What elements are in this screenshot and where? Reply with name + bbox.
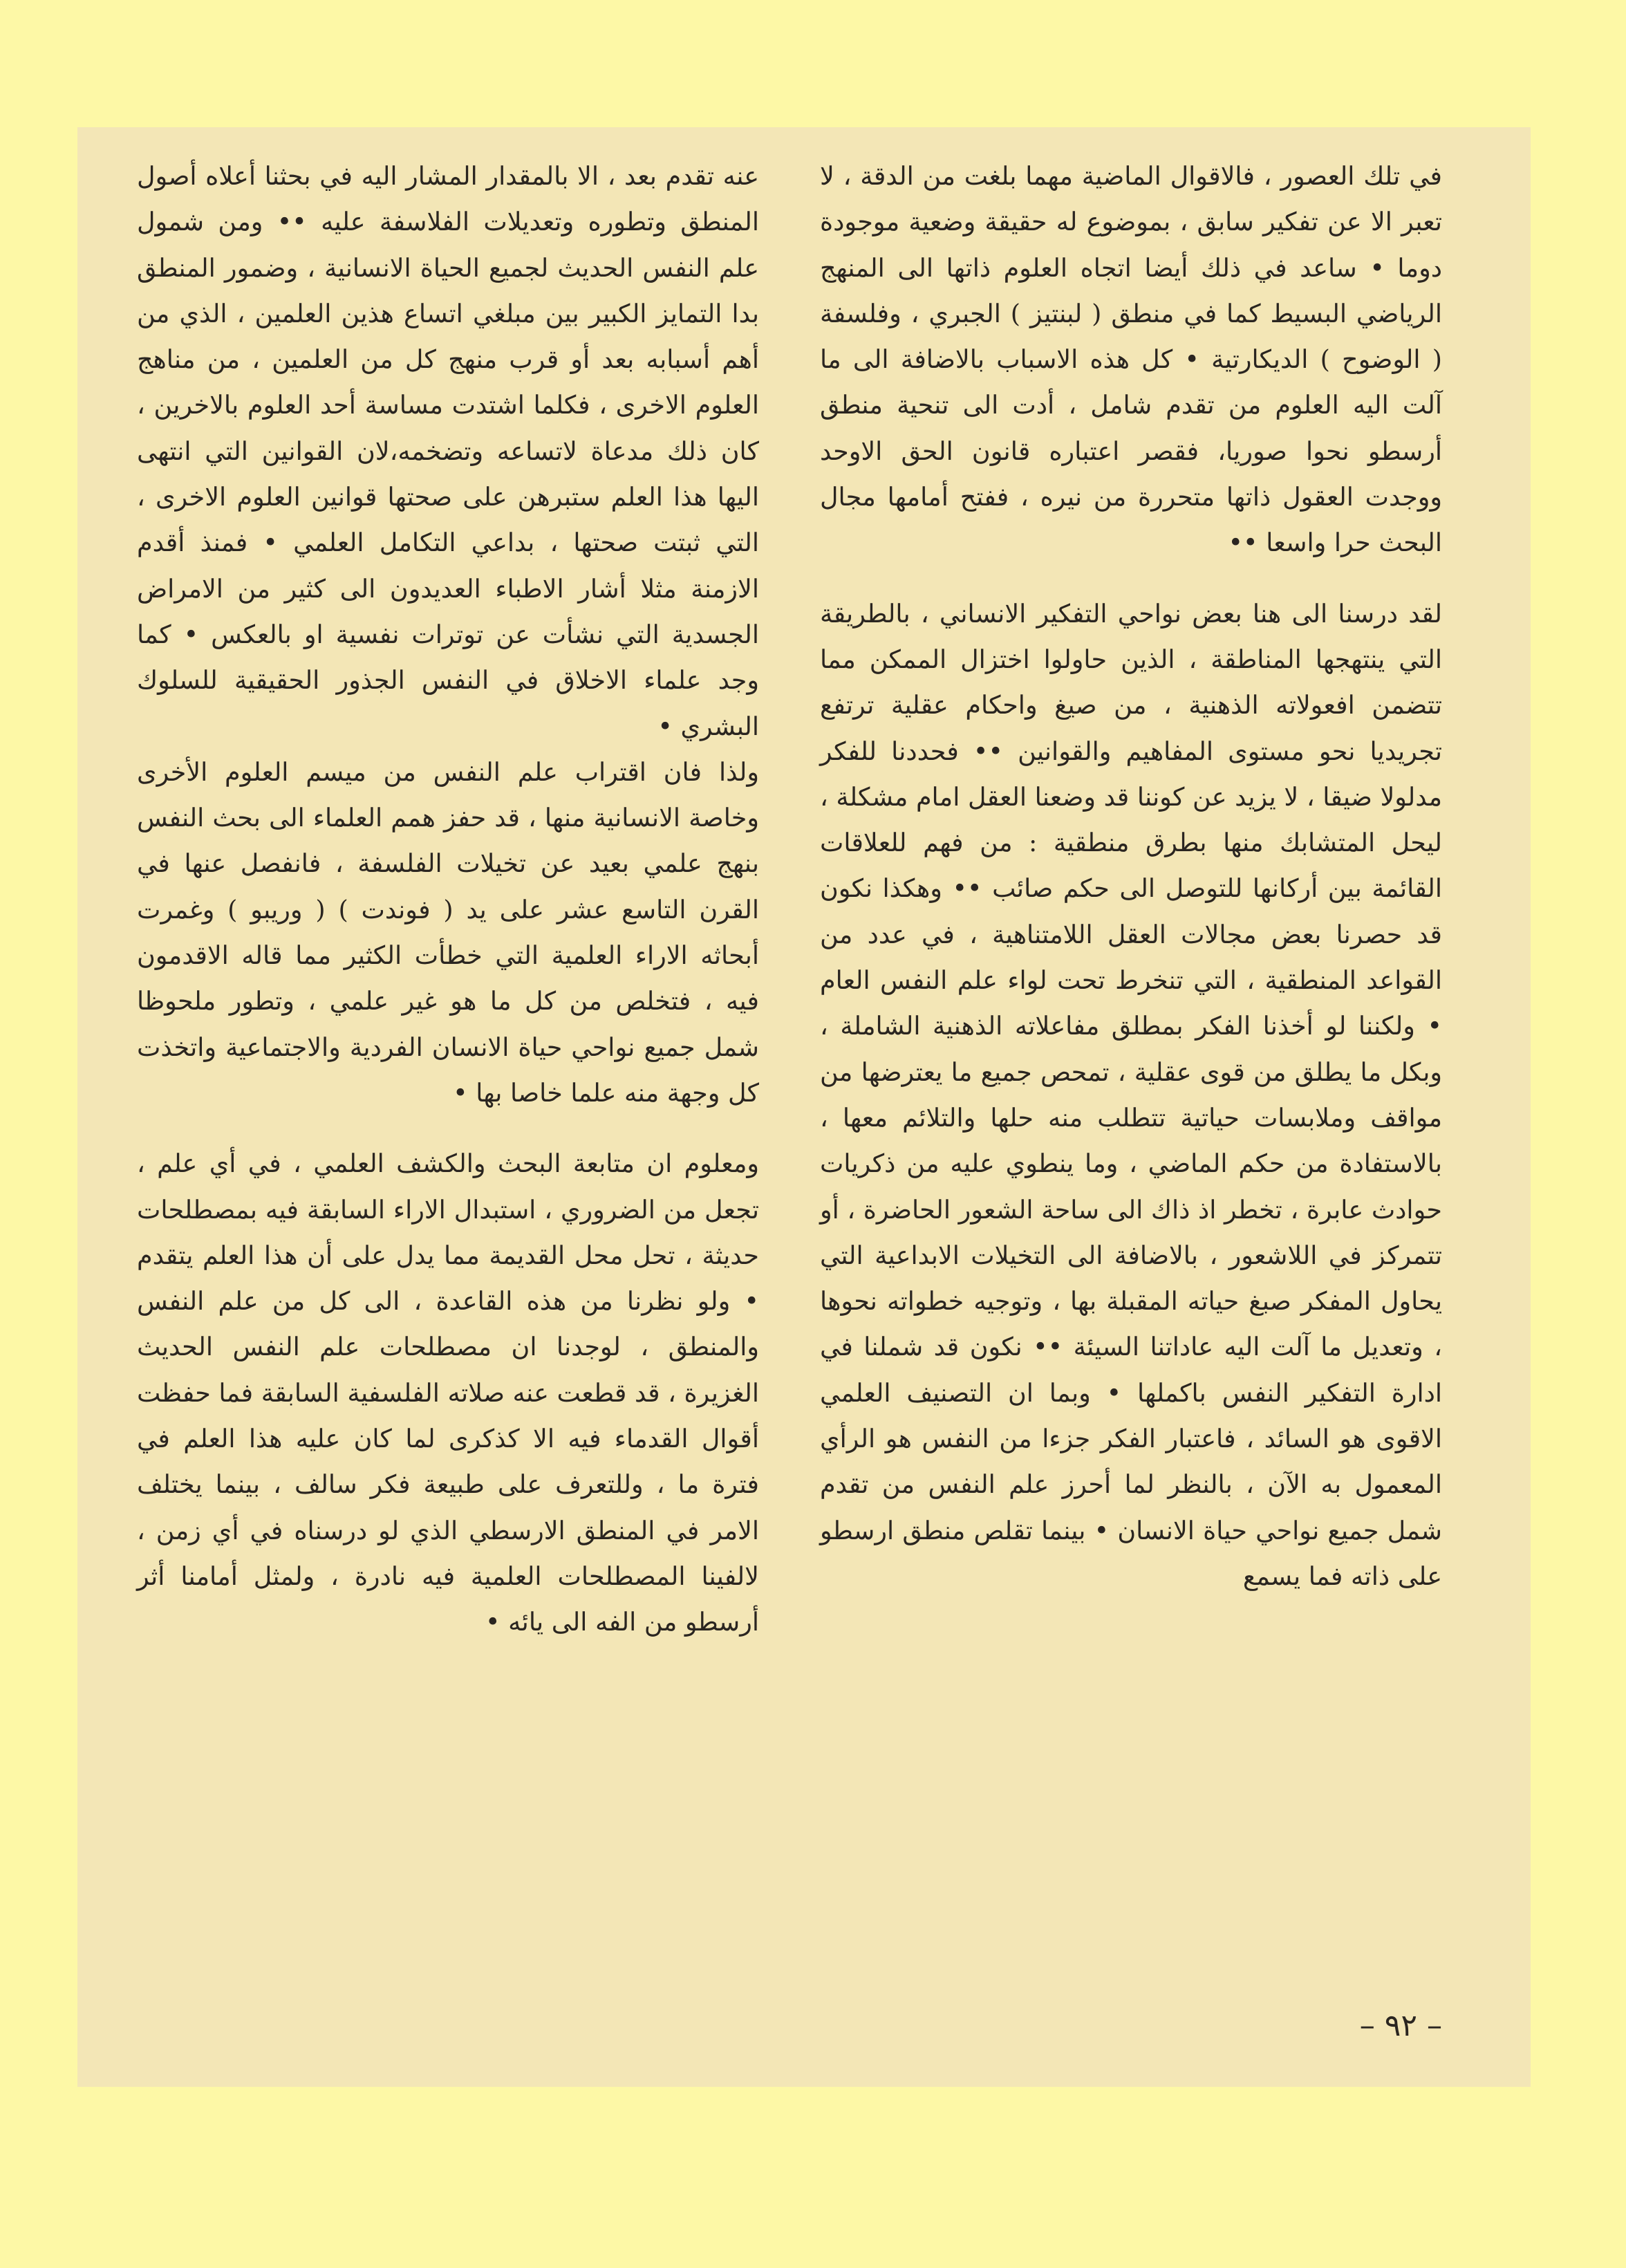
paragraph: ولذا فان اقتراب علم النفس من ميسم العلوم الأخرى وخاصة الانسانية منها ، قد حفز همم العلماء الى بحث النفس بنهج علمي بعيد عن تخيلات الفلسفة ، فانفصل عنها في القرن التاسع عشر على يد ( فوندت ) ( وريبو ) وغمرت أبحاثه الاراء العلمية التي خطأت الكثير مما قاله الاقدمون فيه ، فتخلص من كل ما هو غير علمي ، وتطور ملحوظا شمل جميع نواحي حياة الانسان الفردية والاجتماعية واتخذت كل وجهة منه علما خاصا بها • [137, 756, 759, 1108]
left-column [137, 154, 759, 1646]
right-column [820, 154, 1442, 1599]
paragraph: ومعلوم ان متابعة البحث والكشف العلمي ، في أي علم ، تجعل من الضروري ، استبدال الاراء السابقة فيه بمصطلحات حديثة ، تحل محل القديمة مما يدل على أن هذا العلم يتقدم • ولو نظرنا من هذه القاعدة ، الى كل من علم النفس والمنطق ، لوجدنا ان مصطلحات علم النفس الحديث الغزيرة ، قد قطعت عنه صلاته الفلسفية السابقة فما حفظت أقوال القدماء فيه الا كذكرى لما كان عليه هذا العلم في فترة ما ، وللتعرف على طبيعة فكر سالف ، بينما يختلف الامر في المنطق الارسطي الذي لو درسناه في أي زمن ، لالفينا المصطلحات العلمية فيه نادرة ، ولمثل أمامنا أثر أرسطو من الفه الى يائه • [137, 1149, 759, 1637]
paragraph: في تلك العصور ، فالاقوال الماضية مهما بلغت من الدقة ، لا تعبر الا عن تفكير سابق ، بموضوع له حقيقة وضعية موجودة دوما • ساعد في ذلك أيضا اتجاه العلوم ذاتها الى المنهج الرياضي البسيط كما في منطق ( لبنتيز ) الجبري ، وفلسفة ( الوضوح ) الديكارتية • كل هذه الاسباب بالاضافة الى ما آلت اليه العلوم من تقدم شامل ، أدت الى تنحية منطق أرسطو نحوا صوريا، فقصر اعتباره قانون الحق الاوحد ووجدت العقول ذاتها متحررة من نيره ، ففتح أمامها مجال البحث حرا واسعا •• [820, 161, 1442, 558]
paragraph: لقد درسنا الى هنا بعض نواحي التفكير الانساني ، بالطريقة التي ينتهجها المناطقة ، الذين حاولوا اختزال الممكن مما تتضمن افعولاته الذهنية ، من صيغ واحكام عقلية ترتفع تجريديا نحو مستوى المفاهيم والقوانين •• فحددنا للفكر مدلولا ضيقا ، لا يزيد عن كوننا قد وضعنا العقل امام مشكلة ، ليحل المتشابك منها بطرق منطقية : من فهم للعلاقات القائمة بين أركانها للتوصل الى حكم صائب •• وهكذا نكون قد حصرنا بعض مجالات العقل اللامتناهية ، في عدد من القواعد المنطقية ، التي تنخرط تحت لواء علم النفس العام • ولكننا لو أخذنا الفكر بمطلق مفاعلاته الذهنية الشاملة ، وبكل ما يطلق من قوى عقلية ، تمحص جميع ما يعترضها من مواقف وملابسات حياتية تتطلب منه حلها والتلائم معها ، بالاستفادة من حكم الماضي ، وما ينطوي عليه من ذكريات حوادث عابرة ، تخطر اذ ذاك الى ساحة الشعور الحاضرة ، أو تتمركز في اللاشعور ، بالاضافة الى التخيلات الابداعية التي يحاول المفكر صبغ حياته المقبلة بها ، وتوجيه خطواته نحوها ، وتعديل ما آلت اليه عاداتنا السيئة •• نكون قد شملنا في ادارة التفكير النفس باكملها • وبما ان التصنيف العلمي الاقوى هو السائد ، فاعتبار الفكر جزءا من النفس هو الرأي المعمول به الآن ، بالنظر لما أحرز علم النفس من تقدم شمل جميع نواحي حياة الانسان • بينما تقلص منطق ارسطو على ذاته فما يسمع [820, 598, 1442, 1591]
page-number: – ٩٢ – [1359, 2008, 1442, 2043]
book-page [77, 127, 1531, 2087]
paragraph: عنه تقدم بعد ، الا بالمقدار المشار اليه في بحثنا أعلاه أصول المنطق وتطوره وتعديلات الفلاسفة عليه •• ومن شمول علم النفس الحديث لجميع الحياة الانسانية ، وضمور المنطق بدا التمايز الكبير بين مبلغي اتساع هذين العلمين ، الذي من أهم أسبابه بعد أو قرب منهج كل من العلمين ، من مناهج العلوم الاخرى ، فكلما اشتدت مساسة أحد العلوم بالاخرين ، كان ذلك مدعاة لاتساعه وتضخمه،لان القوانين التي انتهى اليها هذا العلم ستبرهن على صحتها قوانين العلوم الاخرى ، التي ثبتت صحتها ، بداعي التكامل العلمي • فمنذ أقدم الازمنة مثلا أشار الاطباء العديدون الى كثير من الامراض الجسدية التي نشأت عن توترات نفسية او بالعكس • كما وجد علماء الاخلاق في النفس الجذور الحقيقية للسلوك البشري • [137, 161, 759, 741]
